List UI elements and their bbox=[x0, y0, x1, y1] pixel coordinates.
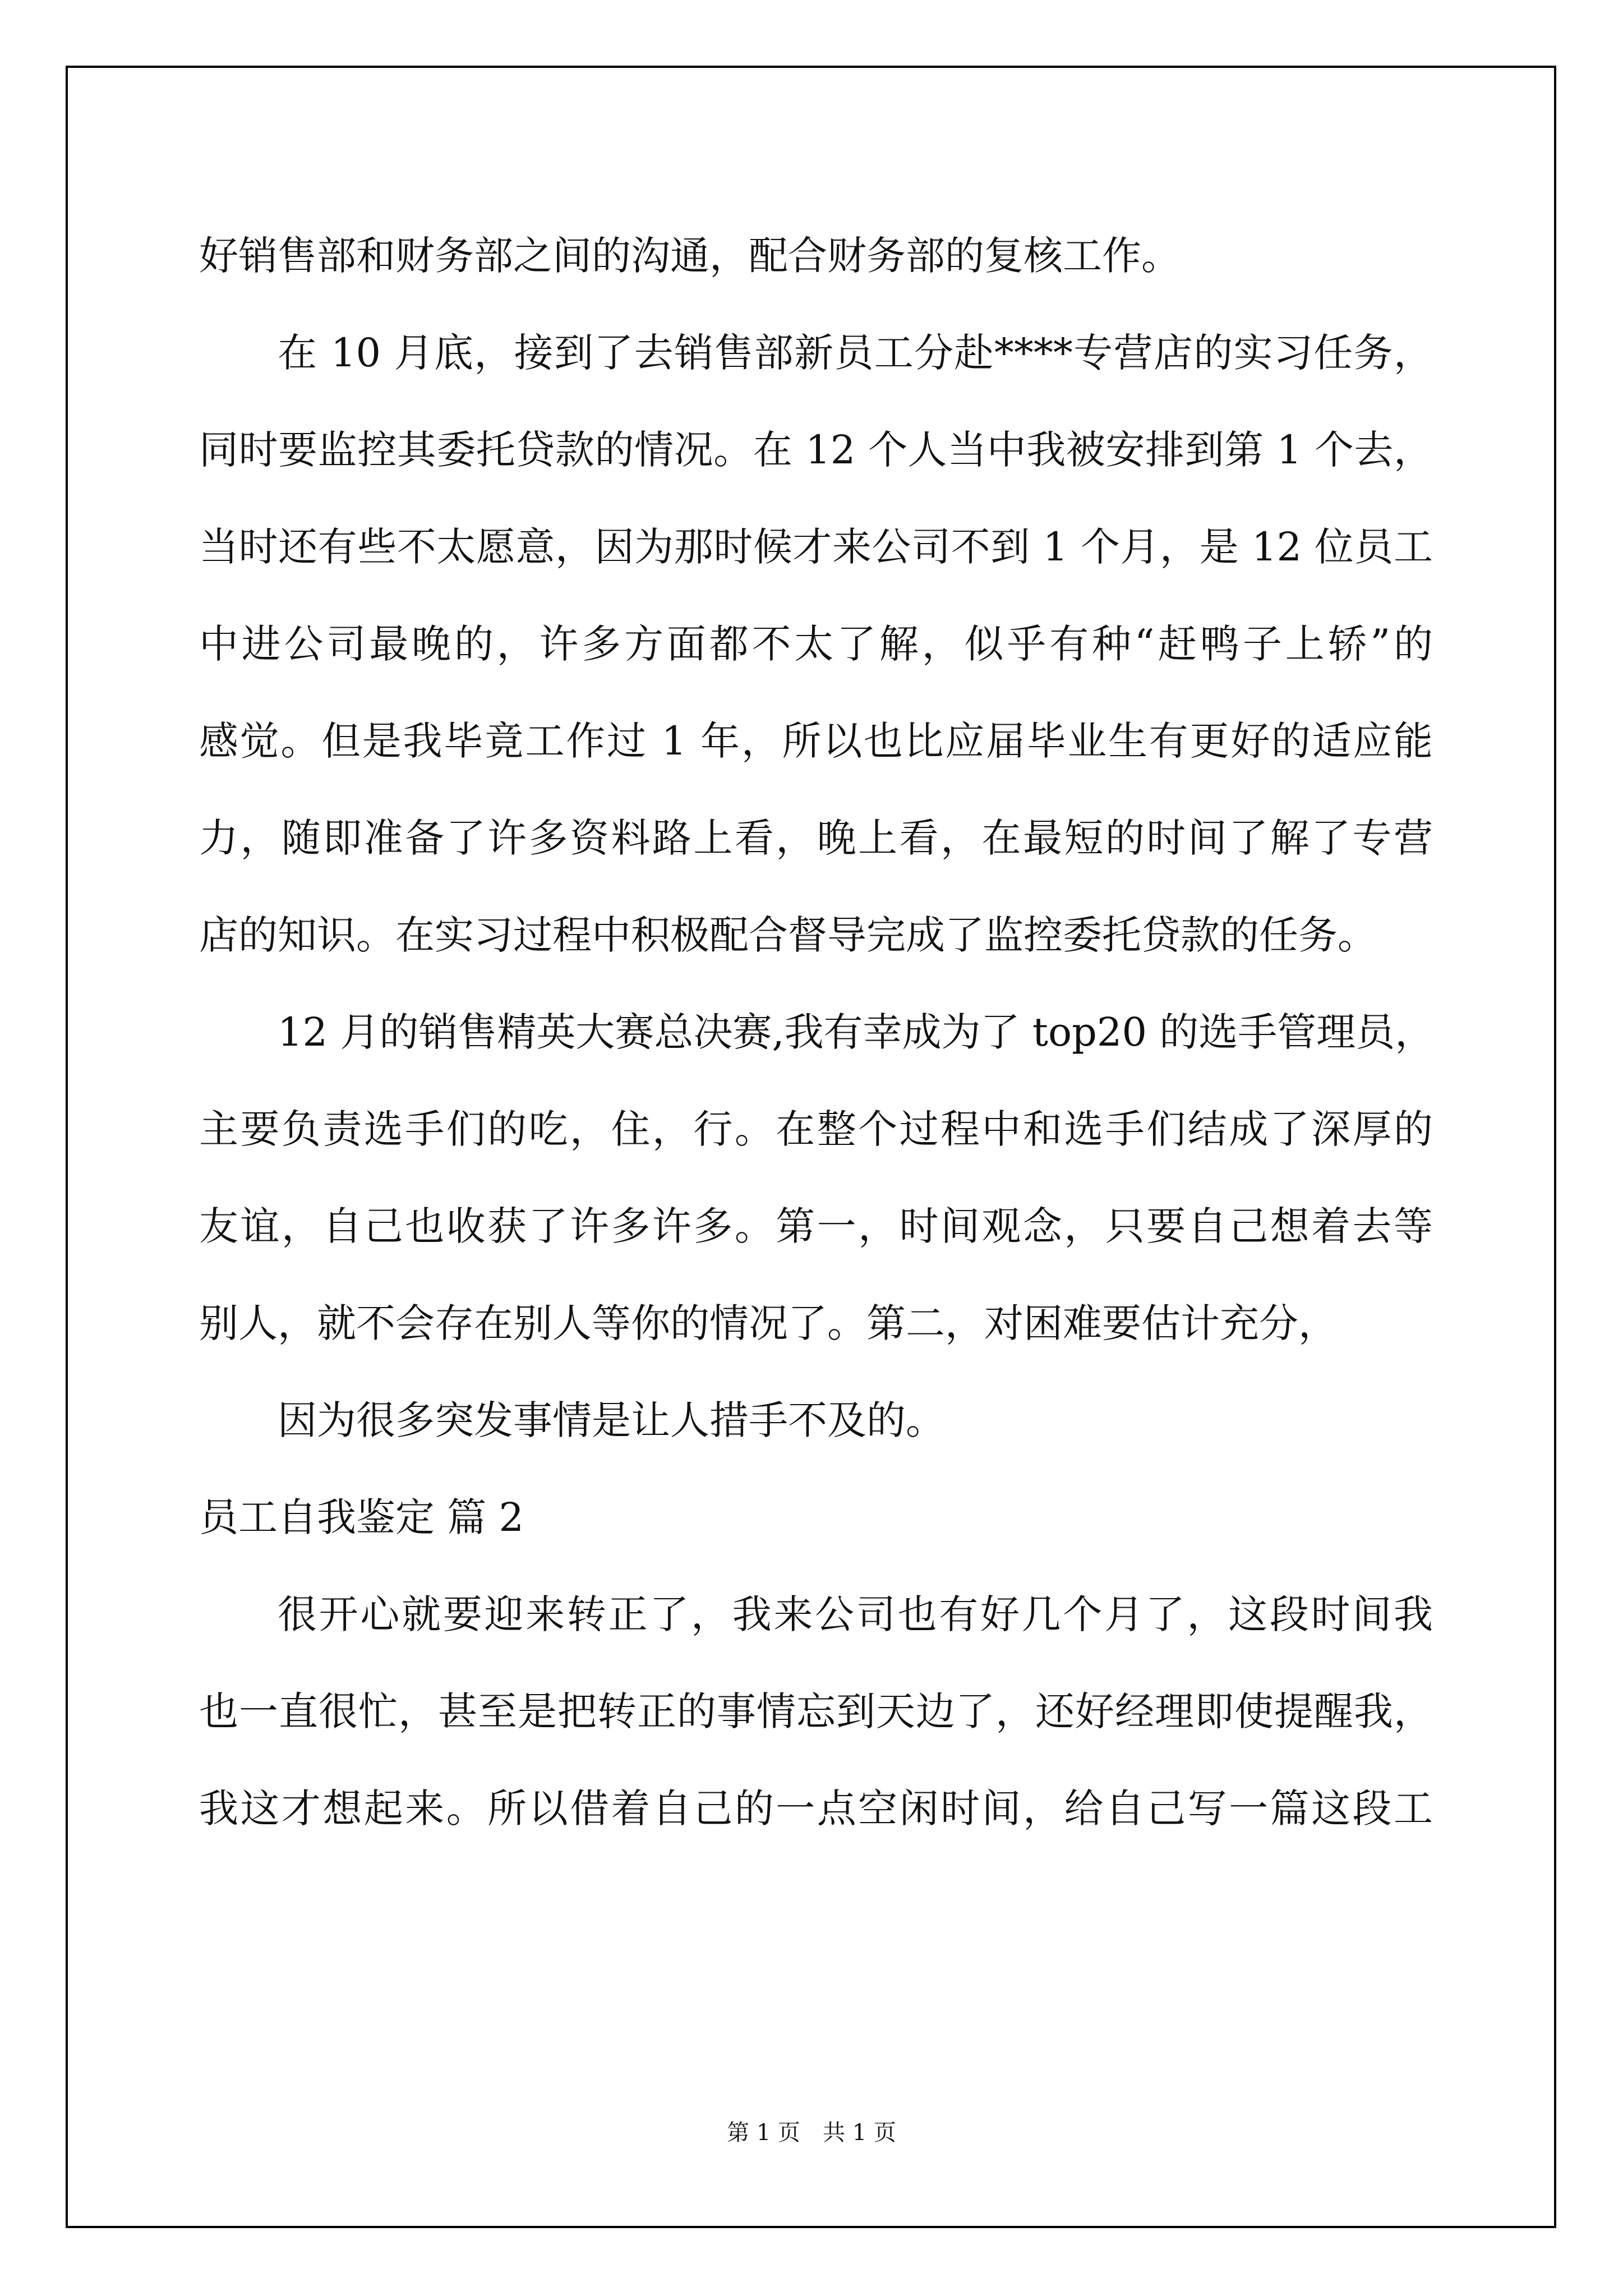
text-line: 很开心就要迎来转正了，我来公司也有好几个月了，这段时间我 bbox=[278, 1591, 1433, 1637]
text-line: 因为很多突发事情是让人措手不及的。 bbox=[278, 1397, 945, 1443]
section-heading: 员工自我鉴定 篇 2 bbox=[199, 1494, 524, 1540]
page-footer: 第 1 页 共 1 页 bbox=[727, 2120, 896, 2146]
text-line: 店的知识。在实习过程中积极配合督导完成了监控委托贷款的任务。 bbox=[199, 912, 1377, 958]
text-line: 在 10 月底，接到了去销售部新员工分赴****专营店的实习任务， bbox=[278, 330, 1433, 376]
text-line: 我这才想起来。所以借着自己的一点空闲时间，给自己写一篇这段工 bbox=[199, 1786, 1433, 1832]
text-line: 12 月的销售精英大赛总决赛,我有幸成为了 top20 的选手管理员， bbox=[278, 1009, 1435, 1055]
text-line: 同时要监控其委托贷款的情况。在 12 个人当中我被安排到第 1 个去， bbox=[199, 427, 1433, 473]
text-line: 别人，就不会存在别人等你的情况了。第二，对困难要估计充分， bbox=[199, 1300, 1338, 1346]
document-body bbox=[199, 208, 1433, 1857]
text-line: 中进公司最晚的，许多方面都不太了解，似乎有种“赶鸭子上轿”的 bbox=[199, 621, 1433, 667]
text-line: 也一直很忙，甚至是把转正的事情忘到天边了，还好经理即使提醒我， bbox=[199, 1688, 1433, 1734]
text-line: 力，随即准备了许多资料路上看，晚上看，在最短的时间了解了专营 bbox=[199, 815, 1433, 861]
text-line: 主要负责选手们的吃，住，行。在整个过程中和选手们结成了深厚的 bbox=[199, 1106, 1433, 1152]
text-line: 当时还有些不太愿意，因为那时候才来公司不到 1 个月，是 12 位员工 bbox=[199, 524, 1433, 570]
text-line: 好销售部和财务部之间的沟通，配合财务部的复核工作。 bbox=[199, 233, 1181, 279]
text-line: 友谊，自己也收获了许多许多。第一，时间观念，只要自己想着去等 bbox=[199, 1203, 1433, 1249]
text-line: 感觉。但是我毕竟工作过 1 年，所以也比应届毕业生有更好的适应能 bbox=[199, 718, 1433, 764]
